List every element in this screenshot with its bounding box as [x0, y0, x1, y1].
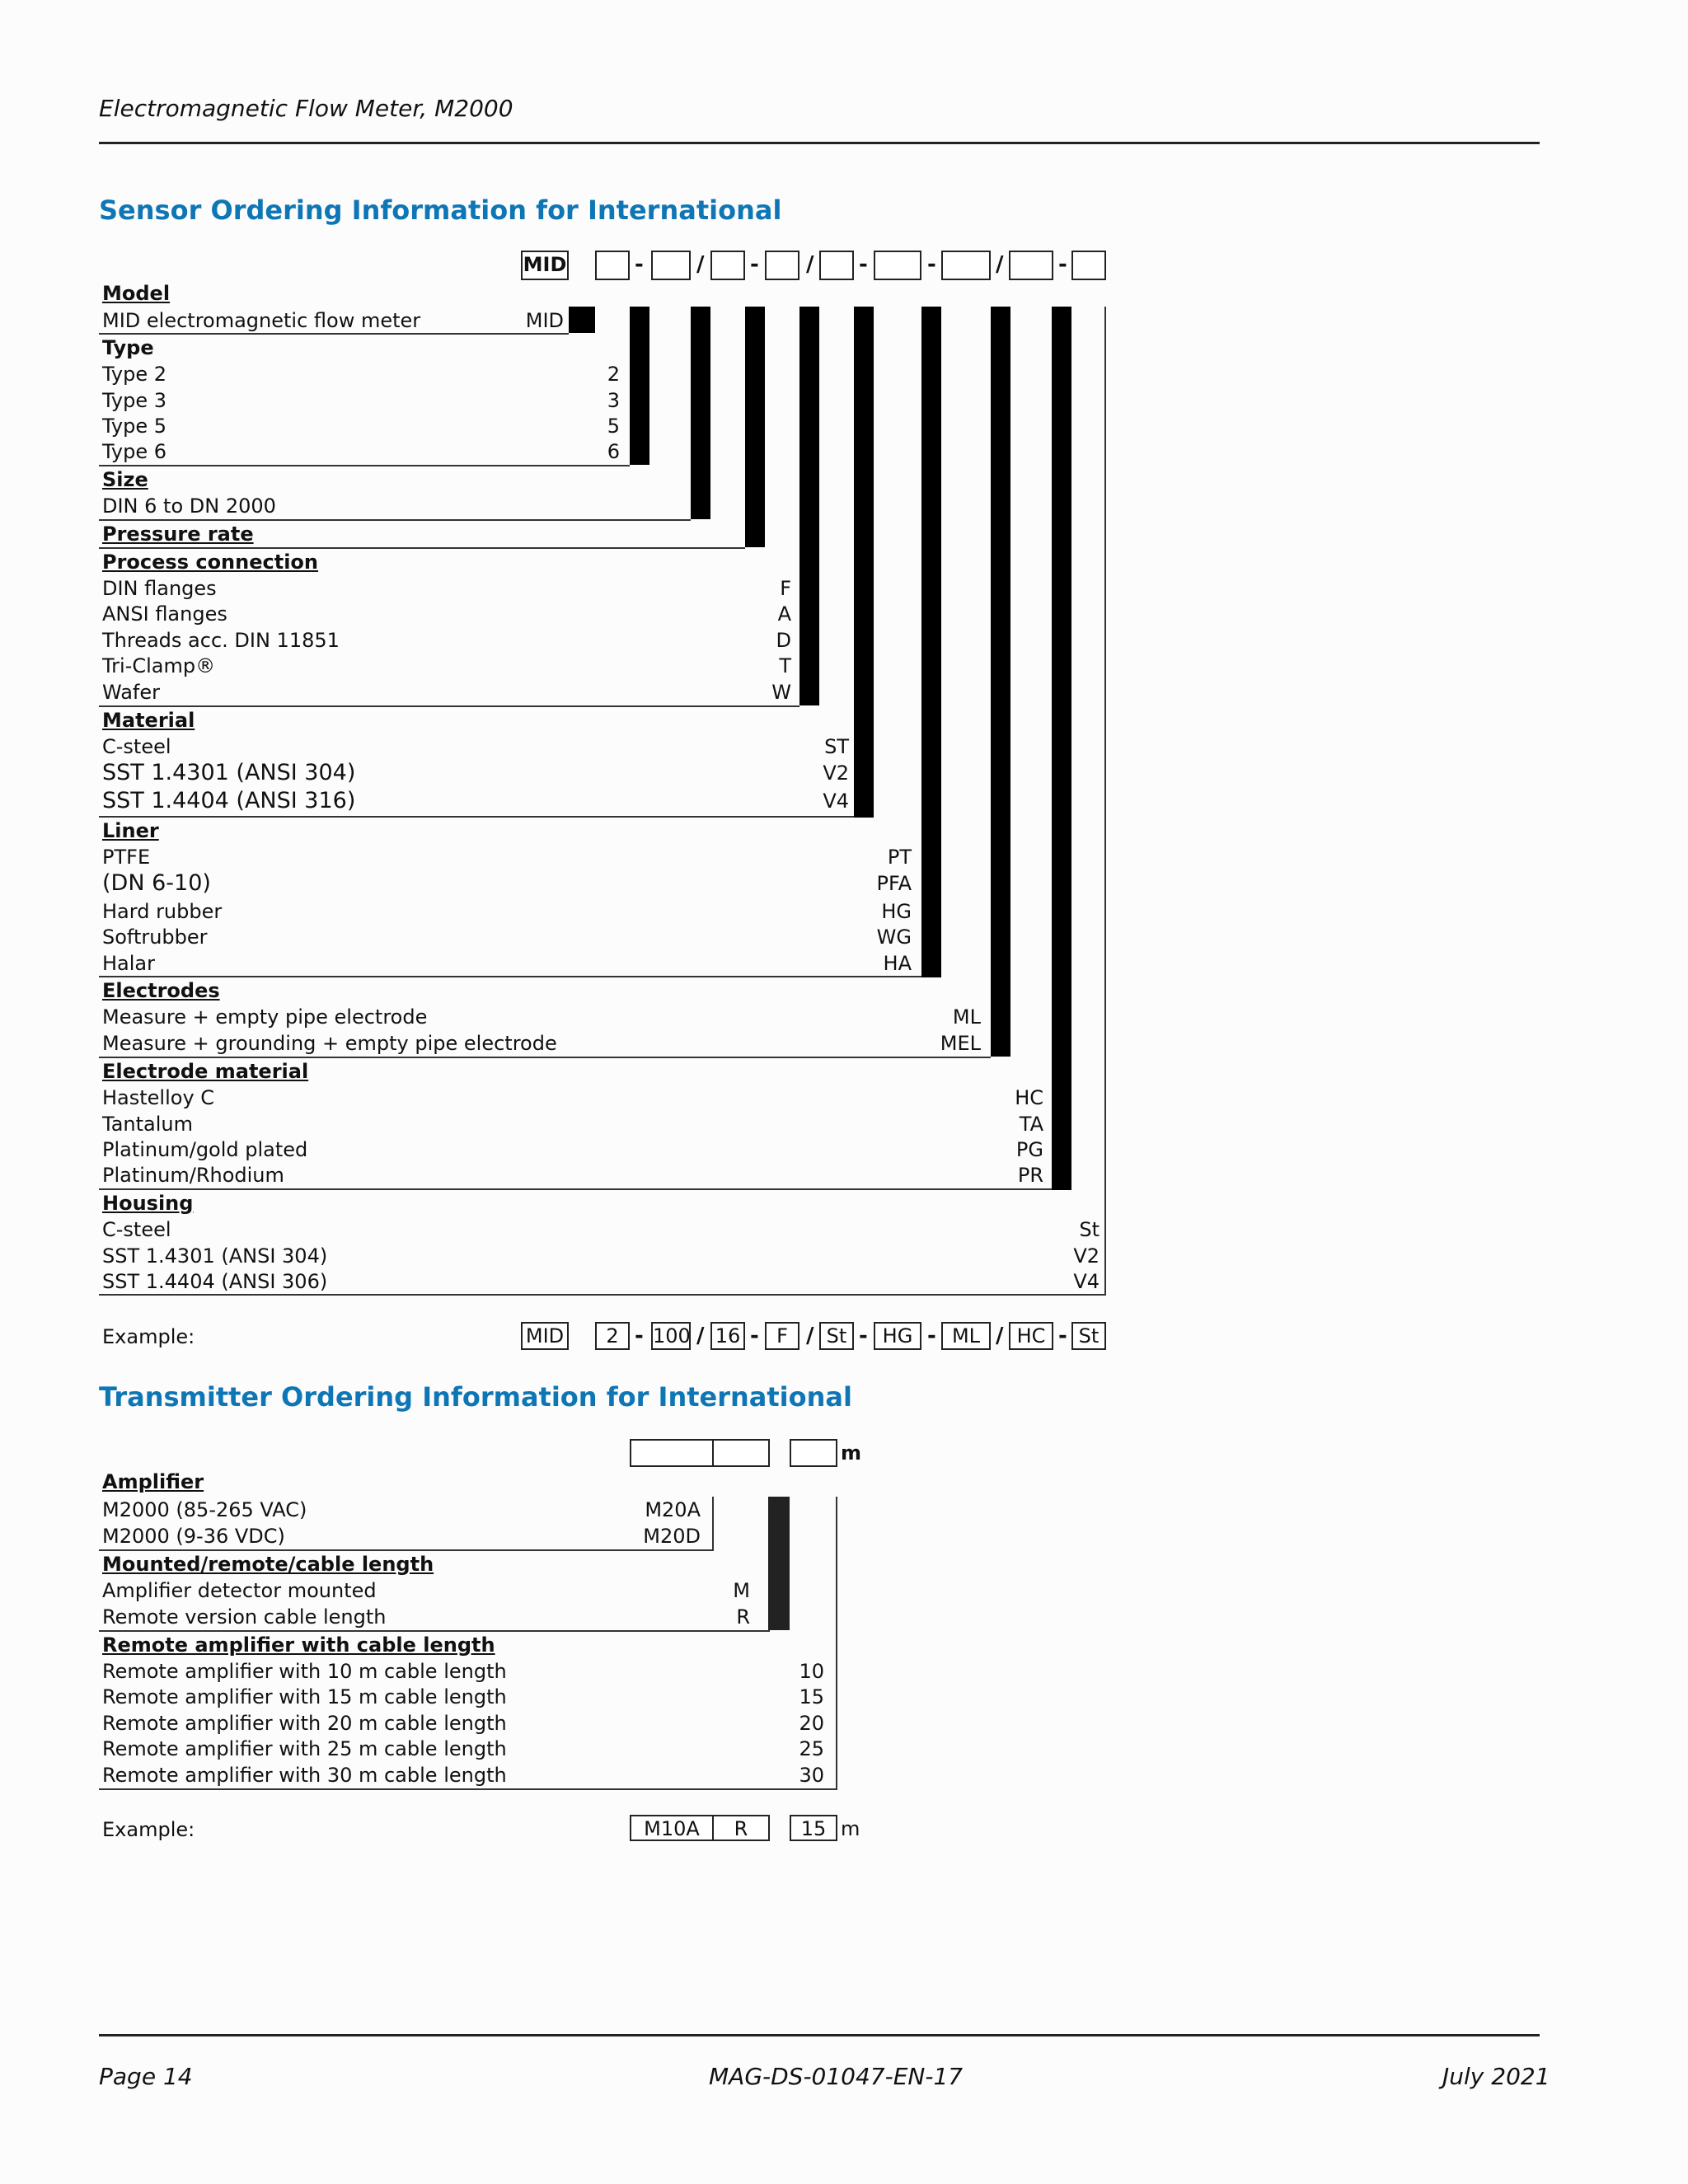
option-label: PTFE — [102, 846, 151, 869]
option-label: Tantalum — [102, 1113, 193, 1136]
category-size: Size — [102, 468, 148, 491]
example-cable-length-box: 15 — [790, 1815, 837, 1841]
option-label: Softrubber — [102, 926, 208, 949]
option-label: Type 3 — [102, 389, 167, 412]
example-liner-box: HG — [874, 1322, 921, 1350]
category-liner: Liner — [102, 819, 159, 842]
template-separator: / — [996, 252, 1004, 277]
category-process-connection: Process connection — [102, 551, 319, 574]
category-amplifier: Amplifier — [102, 1470, 204, 1493]
option-label: ANSI flanges — [102, 602, 227, 626]
option-code: St — [1079, 1218, 1100, 1241]
category-pressure-rate: Pressure rate — [102, 523, 254, 546]
template-material-box — [819, 251, 854, 280]
option-code: V2 — [823, 762, 849, 785]
connector-bar-process — [799, 307, 819, 705]
option-label: SST 1.4301 (ANSI 304) — [102, 1244, 328, 1268]
template-mounting-box — [712, 1439, 770, 1467]
option-code: 2 — [607, 363, 620, 386]
option-label: Hastelloy C — [102, 1086, 215, 1109]
divider-remote — [99, 1788, 837, 1790]
divider-type — [99, 465, 630, 466]
category-material: Material — [102, 709, 195, 732]
connector-bar-pressure — [745, 307, 765, 547]
template-model-box: MID — [521, 251, 569, 280]
category-electrode-material: Electrode material — [102, 1060, 309, 1083]
category-mounted-remote-cable-length: Mounted/remote/cable length — [102, 1553, 434, 1576]
option-code: WG — [876, 926, 912, 949]
example-separator: - — [1058, 1324, 1067, 1348]
example-separator: / — [696, 1324, 705, 1348]
example-separator: - — [635, 1324, 644, 1348]
connector-bar-type — [630, 307, 649, 465]
option-code: F — [780, 577, 791, 600]
example-electrodes-box: ML — [941, 1322, 991, 1350]
housing-right-line — [1104, 307, 1106, 1296]
template-separator: - — [927, 252, 936, 277]
option-label: Amplifier detector mounted — [102, 1579, 377, 1602]
example-amplifier-box: M10A — [630, 1815, 714, 1841]
option-code: 15 — [799, 1685, 824, 1708]
category-type: Type — [102, 336, 154, 359]
category-electrodes: Electrodes — [102, 979, 220, 1002]
example-separator: - — [927, 1324, 936, 1348]
option-code: PG — [1015, 1138, 1043, 1161]
example-material-box: St — [819, 1322, 854, 1350]
option-label: M2000 (9-36 VDC) — [102, 1525, 285, 1548]
example-model-box: MID — [521, 1322, 569, 1350]
example-separator: / — [996, 1324, 1004, 1348]
template-process-box — [765, 251, 799, 280]
option-label: SST 1.4404 (ANSI 316) — [102, 788, 356, 813]
option-label: DIN flanges — [102, 577, 217, 600]
cable-length-right-line — [836, 1497, 837, 1788]
option-label: Type 6 — [102, 440, 167, 463]
option-code: MEL — [940, 1032, 981, 1055]
option-label: Platinum/Rhodium — [102, 1164, 284, 1187]
option-code: M20D — [643, 1525, 701, 1548]
option-code: MID — [525, 309, 564, 332]
category-model: Model — [102, 282, 171, 305]
option-code: M — [733, 1579, 750, 1602]
example-size-box: 100 — [651, 1322, 691, 1350]
option-label: SST 1.4404 (ANSI 306) — [102, 1270, 328, 1293]
amplifier-right-line — [712, 1497, 714, 1549]
option-code: T — [779, 654, 791, 677]
category-housing: Housing — [102, 1192, 194, 1215]
template-separator: - — [635, 252, 644, 277]
sensor-example-label: Example: — [102, 1325, 195, 1348]
option-code: PT — [887, 846, 912, 869]
template-electrode-material-box — [1009, 251, 1053, 280]
connector-bar-model — [569, 307, 595, 333]
example-housing-box: St — [1071, 1322, 1106, 1350]
option-label: Remote amplifier with 15 m cable length — [102, 1685, 507, 1708]
option-code: M20A — [645, 1498, 701, 1521]
template-separator: / — [696, 252, 705, 277]
option-code: HG — [881, 900, 912, 923]
option-code: V2 — [1073, 1244, 1100, 1268]
template-cable-length-box — [790, 1439, 837, 1467]
option-code: V4 — [1073, 1270, 1100, 1293]
option-label: DIN 6 to DN 2000 — [102, 494, 276, 518]
document-header-title: Electromagnetic Flow Meter, M2000 — [99, 95, 513, 122]
connector-bar-electrode-material — [1052, 307, 1071, 1190]
template-liner-box — [874, 251, 921, 280]
option-label: Measure + grounding + empty pipe electrode — [102, 1032, 557, 1055]
template-pressure-box — [710, 251, 745, 280]
option-code: HC — [1015, 1086, 1043, 1109]
example-type-box: 2 — [595, 1322, 630, 1350]
option-code: V4 — [823, 790, 849, 813]
template-size-box — [651, 251, 691, 280]
option-code: W — [771, 681, 791, 704]
template-separator: - — [859, 252, 868, 277]
option-label: Tri-Clamp® — [102, 654, 216, 677]
option-label: Remote amplifier with 20 m cable length — [102, 1712, 507, 1735]
footer-page-number: Page 14 — [99, 2063, 193, 2090]
option-code: 5 — [607, 415, 620, 438]
option-code: D — [776, 629, 791, 652]
option-code: 25 — [799, 1737, 824, 1760]
template-electrodes-box — [941, 251, 991, 280]
header-rule — [99, 142, 1540, 144]
option-label: Type 5 — [102, 415, 167, 438]
connector-bar-mounting — [768, 1497, 790, 1630]
option-label: Measure + empty pipe electrode — [102, 1005, 428, 1029]
connector-bar-liner — [921, 307, 941, 977]
option-code: 20 — [799, 1712, 824, 1735]
option-label: Hard rubber — [102, 900, 223, 923]
option-label: Remote version cable length — [102, 1605, 387, 1629]
footer-date: July 2021 — [1442, 2063, 1550, 2090]
option-code: ST — [824, 735, 849, 758]
option-code: 30 — [799, 1764, 824, 1787]
example-electrode-material-box: HC — [1009, 1322, 1053, 1350]
divider-electrode-material — [99, 1188, 1052, 1190]
example-separator: - — [750, 1324, 759, 1348]
option-label: Remote amplifier with 25 m cable length — [102, 1737, 507, 1760]
option-code: 3 — [607, 389, 620, 412]
option-code: PFA — [876, 872, 912, 895]
option-code: R — [736, 1605, 750, 1629]
divider-liner — [99, 976, 921, 977]
example-pressure-box: 16 — [710, 1322, 745, 1350]
option-code: 10 — [799, 1660, 824, 1683]
transmitter-section-heading: Transmitter Ordering Information for International — [99, 1381, 852, 1413]
option-label: Halar — [102, 952, 155, 975]
example-process-box: F — [765, 1322, 799, 1350]
example-separator: / — [806, 1324, 814, 1348]
option-label: Remote amplifier with 30 m cable length — [102, 1764, 507, 1787]
template-separator: / — [806, 252, 814, 277]
option-label: C-steel — [102, 735, 171, 758]
option-label: MID electromagnetic flow meter — [102, 309, 421, 332]
connector-bar-size — [691, 307, 710, 519]
option-code: PR — [1017, 1164, 1043, 1187]
template-housing-box — [1071, 251, 1106, 280]
option-label: M2000 (85-265 VAC) — [102, 1498, 307, 1521]
option-label: SST 1.4301 (ANSI 304) — [102, 760, 356, 785]
footer-rule — [99, 2034, 1540, 2036]
option-label: C-steel — [102, 1218, 171, 1241]
option-code: 6 — [607, 440, 620, 463]
example-separator: - — [859, 1324, 868, 1348]
option-label: Type 2 — [102, 363, 167, 386]
option-label: (DN 6-10) — [102, 870, 211, 896]
option-code: HA — [883, 952, 912, 975]
template-separator: - — [1058, 252, 1067, 277]
example-mounting-box: R — [712, 1815, 770, 1841]
sensor-section-heading: Sensor Ordering Information for International — [99, 194, 782, 226]
template-amplifier-box — [630, 1439, 714, 1467]
template-separator: - — [750, 252, 759, 277]
option-label: Platinum/gold plated — [102, 1138, 308, 1161]
example-unit-label: m — [841, 1817, 860, 1840]
option-label: Threads acc. DIN 11851 — [102, 629, 340, 652]
transmitter-example-label: Example: — [102, 1818, 195, 1841]
option-code: ML — [952, 1005, 981, 1029]
option-code: TA — [1019, 1113, 1043, 1136]
connector-bar-electrodes — [991, 307, 1010, 1057]
connector-bar-material — [854, 307, 874, 818]
divider-material — [99, 816, 854, 818]
option-label: Remote amplifier with 10 m cable length — [102, 1660, 507, 1683]
option-label: Wafer — [102, 681, 160, 704]
option-code: A — [777, 602, 791, 626]
template-type-box — [595, 251, 630, 280]
footer-document-id: MAG-DS-01047-EN-17 — [709, 2063, 964, 2090]
divider-process — [99, 705, 799, 707]
unit-label: m — [841, 1441, 862, 1465]
category-remote-amplifier-cable-length: Remote amplifier with cable length — [102, 1633, 495, 1657]
